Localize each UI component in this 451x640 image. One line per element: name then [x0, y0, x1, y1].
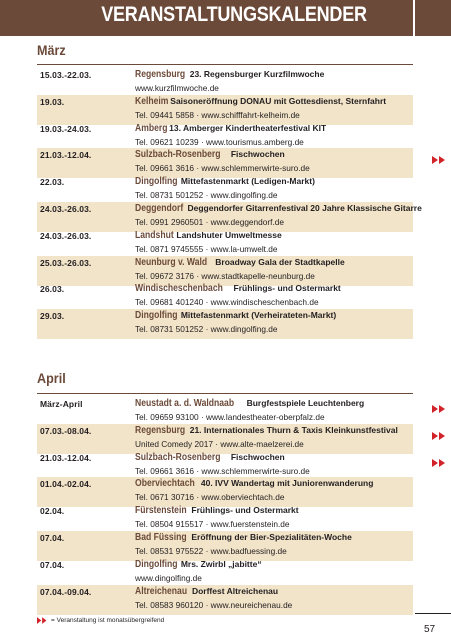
event-info: Tel. 09681 401240 · www.windischeschenbach.de [135, 297, 319, 308]
event-title-line [135, 123, 326, 134]
footnote-text: = Veranstaltung ist monatsübergreifend [51, 617, 165, 625]
event-info: www.kurzfilmwoche.de [135, 83, 219, 93]
event-row [37, 282, 413, 312]
month-rule [37, 64, 413, 65]
event-title-line [135, 559, 262, 570]
event-row [37, 175, 413, 205]
event-info: Tel. 08731 501252 · www.dingolfing.de [135, 324, 278, 335]
event-date: 25.03.-26.03. [40, 257, 92, 268]
double-arrow-icon [37, 617, 49, 624]
event-info: Tel. 09661 3616 · www.schlemmerwirte-suro.de [135, 163, 310, 174]
event-info: Tel. 09672 3176 · www.stadtkapelle-neunburg.de [135, 270, 315, 281]
month-heading: April [37, 370, 66, 386]
event-place: Neunburg v. Wald [135, 256, 208, 268]
event-place: Deggendorf [135, 203, 184, 214]
event-row [37, 256, 413, 286]
event-title-line [135, 478, 373, 489]
event-title-line [135, 230, 282, 241]
event-title-line [135, 586, 278, 597]
event-place: Kelheim [135, 95, 169, 107]
event-info: www.dingolfing.de [135, 572, 202, 583]
double-arrow-icon [432, 405, 446, 413]
event-name: Fischwochen [230, 149, 285, 160]
event-date: 21.03.-12.04. [40, 150, 92, 161]
event-date: 07.04.-09.04. [40, 586, 92, 597]
event-title-line [135, 176, 315, 187]
event-row [37, 397, 413, 427]
event-place: Landshut [135, 229, 174, 241]
event-place: Dingolfing [135, 176, 178, 188]
event-name: Dorffest Altreichenau [191, 585, 279, 596]
event-name: Broadway Gala der Stadtkapelle [215, 256, 345, 267]
event-place: Amberg [135, 122, 168, 134]
event-name: Eröffnung der Bier-Spezialitäten-Woche [191, 532, 352, 542]
event-date: 07.03.-08.04. [40, 425, 92, 436]
event-title-line [135, 452, 285, 463]
event-title-line [135, 257, 345, 268]
event-place: Windischeschenbach [135, 283, 223, 295]
header-corner-block [415, 0, 451, 36]
event-date: 24.03.-26.03. [40, 230, 92, 241]
event-row [37, 504, 413, 534]
event-info: Tel. 09441 5858 · www.schifffahrt-kelheim.de [135, 109, 300, 120]
page-header [0, 0, 451, 42]
event-place: Oberviechtach [135, 478, 195, 490]
event-date: 26.03. [40, 284, 65, 295]
event-date: 15.03.-22.03. [40, 70, 92, 80]
event-row [37, 122, 413, 152]
event-name: Landshuter Umweltmesse [176, 229, 282, 240]
event-title-line [135, 310, 336, 321]
event-date: 07.04. [40, 559, 65, 570]
event-row [37, 424, 413, 454]
event-info: Tel. 08504 915517 · www.fuerstenstein.de [135, 519, 290, 530]
event-info: Tel. 0671 30716 · www.oberviechtach.de [135, 492, 285, 503]
event-row [37, 95, 413, 125]
event-name: Saisoneröffnung DONAU mit Gottesdienst, Sternfahrt [170, 95, 387, 106]
event-row [37, 477, 413, 507]
event-info: Tel. 08583 960120 · www.neureichenau.de [135, 599, 293, 610]
event-title-line [135, 398, 364, 409]
event-row [37, 451, 413, 481]
event-info: Tel. 08531 975522 · www.badfuessing.de [135, 546, 287, 556]
event-place: Dingolfing [135, 310, 178, 322]
event-row [37, 585, 413, 615]
event-date: 29.03. [40, 311, 65, 322]
event-title-line [135, 96, 386, 107]
event-place: Fürstenstein [135, 505, 187, 517]
event-place: Dingolfing [135, 558, 178, 570]
event-place: Sulzbach-Rosenberg [135, 149, 221, 161]
event-info: Tel. 0871 9745555 · www.la-umwelt.de [135, 243, 278, 254]
event-info: Tel. 08731 501252 · www.dingolfing.de [135, 190, 278, 201]
month-rule [37, 393, 413, 394]
event-name: 23. Regensburger Kurzfilmwoche [189, 69, 325, 79]
event-date: 21.03.-12.04. [40, 452, 92, 463]
event-row [37, 558, 413, 588]
double-arrow-icon [432, 156, 446, 164]
event-row [37, 309, 413, 339]
event-info: Tel. 0991 2960501 · www.deggendorf.de [135, 217, 284, 227]
page-number: 57 [424, 624, 436, 635]
event-place: Regensburg [135, 424, 186, 436]
event-row [37, 202, 422, 232]
event-title-line [135, 505, 299, 516]
event-title-line [135, 203, 422, 214]
double-arrow-icon [432, 432, 446, 440]
event-title-line [135, 149, 285, 160]
header-bar [0, 0, 413, 36]
event-info: United Comedy 2017 · www.alte-maelzerei.de [135, 438, 304, 449]
event-info: Tel. 09621 10239 · www.tourismus.amberg.de [135, 136, 304, 147]
event-date: März-April [40, 399, 83, 409]
event-row [37, 531, 413, 561]
event-name: 21. Internationales Thurn & Taxis Kleinkunstfestival [189, 424, 398, 435]
event-name: Mrs. Zwirbl „jabitte“ [180, 558, 262, 569]
event-name: Deggendorfer Gitarrenfestival 20 Jahre Klassische Gitarre [187, 203, 422, 213]
event-name: 13. Amberger Kindertheaterfestival KIT [169, 122, 327, 133]
event-info: Tel. 09659 93100 · www.landestheater-oberpfalz.de [135, 412, 325, 422]
event-place: Bad Füssing [135, 532, 187, 543]
event-place: Altreichenau [135, 585, 188, 597]
footnote [37, 617, 164, 624]
event-name: Fischwochen [230, 451, 285, 462]
event-name: Burgfestspiele Leuchtenberg [246, 398, 365, 408]
event-name: Frühlings- und Ostermarkt [191, 505, 299, 516]
event-title-line [135, 532, 352, 543]
event-date: 07.04. [40, 533, 65, 543]
event-date: 22.03. [40, 177, 65, 188]
page-number-rule [415, 613, 451, 614]
event-date: 02.04. [40, 506, 65, 517]
event-name: 40. IVV Wandertag mit Juniorenwanderung [200, 478, 374, 489]
event-name: Mittefastenmarkt (Ledigen-Markt) [180, 176, 315, 187]
event-place: Sulzbach-Rosenberg [135, 451, 221, 463]
month-heading: März [37, 42, 66, 58]
event-date: 24.03.-26.03. [40, 204, 92, 214]
event-title-line [135, 69, 324, 80]
event-place: Regensburg [135, 69, 186, 80]
event-date: 19.03.-24.03. [40, 123, 92, 134]
event-name: Frühlings- und Ostermarkt [233, 283, 341, 294]
event-row [37, 68, 413, 98]
double-arrow-icon [432, 459, 446, 467]
page-title: VERANSTALTUNGSKALENDER [101, 3, 367, 26]
event-title-line [135, 283, 341, 294]
event-row [37, 229, 413, 259]
event-info: Tel. 09661 3616 · www.schlemmerwirte-suro.de [135, 465, 310, 476]
event-place: Neustadt a. d. Waldnaab [135, 398, 235, 409]
event-date: 19.03. [40, 96, 65, 107]
event-title-line [135, 425, 398, 436]
event-name: Mittefastenmarkt (Verheirateten-Markt) [180, 310, 337, 321]
event-row [37, 148, 413, 178]
event-date: 01.04.-02.04. [40, 479, 92, 490]
